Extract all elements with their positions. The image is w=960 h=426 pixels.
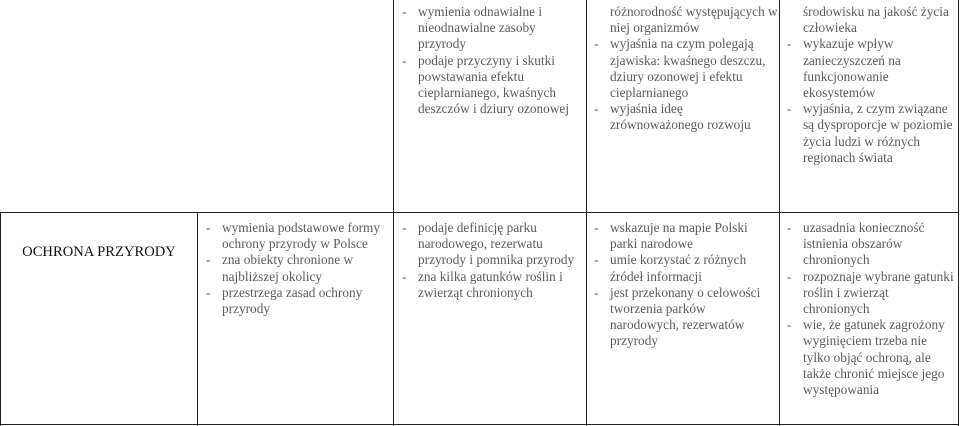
section-title: OCHRONA PRZYRODY bbox=[22, 244, 176, 260]
list-item: - jest przekonany o celowości tworzenia parków narodowych, rezerwatów przyrody bbox=[590, 285, 776, 350]
continued-text: środowisku na jakość życia człowieka bbox=[803, 4, 949, 36]
skills-list bbox=[398, 220, 578, 301]
table-border-right bbox=[958, 0, 959, 426]
list-item: - przestrzega zasad ochrony przyrody bbox=[202, 285, 390, 317]
table-divider bbox=[779, 0, 780, 426]
list-item: - wyjaśnia ideę zrównoważonego rozwoju bbox=[590, 101, 778, 133]
skills-list bbox=[590, 36, 778, 133]
list-item: - wie, że gatunek zagrożony wyginięciem trzeba nie tylko objąć ochroną, ale także chronić miejsce jego występowania bbox=[783, 317, 957, 398]
list-item: - podaje przyczyny i skutki powstawania efektu cieplarnianego, kwaśnych deszczów i dziury ozonowej bbox=[398, 53, 586, 118]
list-item: - wymienia odnawialne i nieodnawialne zasoby przyrody bbox=[398, 4, 586, 53]
row1-col1-cell bbox=[398, 4, 586, 117]
list-item: - wyjaśnia na czym polegają zjawiska: kwaśnego deszczu, dziury ozonowej i efektu cieplarnianego bbox=[590, 36, 778, 101]
list-item: - zna kilka gatunków roślin i zwierząt chronionych bbox=[398, 269, 578, 301]
list-item: - uzasadnia konieczność istnienia obszarów chronionych bbox=[783, 220, 957, 269]
row2-col3-cell bbox=[590, 220, 776, 350]
list-item: - wyjaśnia, z czym związane są dysproporcje w poziomie życia ludzi w różnych regionach świata bbox=[783, 101, 957, 166]
row-divider bbox=[0, 212, 959, 213]
list-item: - zna obiekty chronione w najbliższej okolicy bbox=[202, 252, 390, 284]
list-item: - wykazuje wpływ zanieczyszczeń na funkcjonowanie ekosystemów bbox=[783, 36, 957, 101]
table-border-bottom bbox=[0, 424, 959, 425]
table-divider bbox=[586, 0, 587, 426]
list-item: - wymienia podstawowe formy ochrony przyrody w Polsce bbox=[202, 220, 390, 252]
row2-col1-cell bbox=[202, 220, 390, 317]
list-item: - umie korzystać z różnych źródeł informacji bbox=[590, 252, 776, 284]
skills-list bbox=[398, 4, 586, 117]
list-item: - podaje definicję parku narodowego, rezerwatu przyrody i pomnika przyrody bbox=[398, 220, 578, 269]
row1-col2-cell bbox=[590, 4, 778, 134]
table-divider bbox=[197, 213, 198, 426]
skills-list bbox=[783, 36, 957, 166]
continued-text: różnorodność występujących w niej organizmów bbox=[610, 4, 778, 36]
skills-list bbox=[783, 220, 957, 398]
table-divider bbox=[393, 0, 394, 426]
row2-col4-cell bbox=[783, 220, 957, 398]
row2-col2-cell bbox=[398, 220, 578, 301]
row1-col3-cell bbox=[783, 4, 957, 166]
skills-list bbox=[590, 220, 776, 350]
skills-list bbox=[202, 220, 390, 317]
list-item: - rozpoznaje wybrane gatunki roślin i zwierząt chronionych bbox=[783, 269, 957, 318]
list-item: - wskazuje na mapie Polski parki narodowe bbox=[590, 220, 776, 252]
